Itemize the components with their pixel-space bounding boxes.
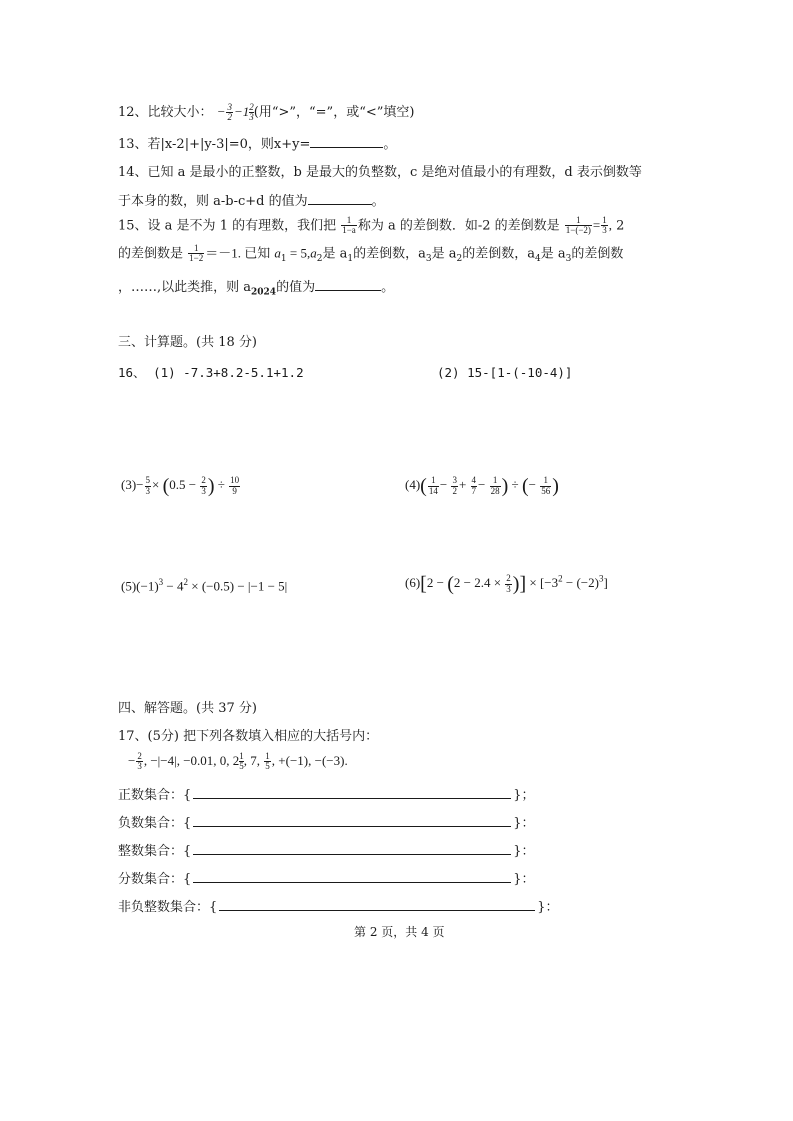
q12-expression: − $\frac{3}{2}$ −1 $\frac{2}{3}$ (216, 102, 254, 123)
q16-part5: $(5)(-1)^3 - 4^2 \times (-0.5) - |-1 - 5|$ (121, 577, 288, 594)
page-footer: 第 2 页，共 4 页 (354, 925, 445, 939)
q16-part2: (2) 15-[1-(-10-4)] (437, 365, 573, 380)
set-negative-blank[interactable] (193, 814, 511, 827)
q16-part4: (4)( $\frac{1}{14}$ − $\frac{3}{2}$ + $\frac{4}{7}$ − $\frac{1}{28}$ ) ÷ (− $\frac{1}{56}$ ) (405, 475, 559, 497)
set-integer: 整数集合：{ }： (118, 844, 535, 859)
q16-part3: (3)− $\frac{5}{3}$ × (0.5 − $\frac{2}{3}$ ) ÷ $\frac{10}{9}$ (121, 475, 240, 497)
section-4-title: 四、解答题。(共 37 分) (118, 701, 257, 716)
set-integer-blank[interactable] (193, 842, 511, 855)
question-12 (118, 103, 414, 123)
section-3-title: 三、计算题。(共 18 分) (118, 335, 257, 350)
q17-label: 17、(5分) 把下列各数填入相应的大括号内： (118, 729, 379, 744)
q13-answer-blank[interactable] (310, 136, 383, 148)
q12-label: 12、比较大小： (118, 104, 213, 120)
q16-part6: (6)[2 − (2 − 2.4 × $\frac{2}{3}$ )] × $[-3^2 - (-2)^3]$ (405, 573, 608, 595)
set-positive-blank[interactable] (193, 786, 511, 799)
set-positive: 正数集合：{ }； (118, 788, 535, 803)
set-nonnegative-integer-blank[interactable] (219, 898, 535, 911)
question-15-line2: 的差倒数是 $\frac{1}{1-2}$ ＝－1. 已知 $a_1 = 5,a_2$是 $a_1$的差倒数，$a_3$是 $a_2$的差倒数，$a_4$是 $a_3$的差倒数 (118, 243, 624, 265)
set-fraction: 分数集合：{ }： (118, 872, 535, 887)
q16-part1: 16、 (1) -7.3+8.2-5.1+1.2 (118, 365, 304, 380)
set-fraction-blank[interactable] (193, 870, 511, 883)
set-negative: 负数集合：{ }： (118, 816, 535, 831)
q15-def-fraction: $\frac{1}{1-a}$ (342, 215, 356, 236)
q13-label: 13、若|x-2|+|y-3|=0，则x+y= (118, 137, 311, 152)
question-14-line2: 于本身的数，则 a-b-c+d 的值为 。 (118, 194, 385, 209)
q12-tail: (用“>”，“=”，或“<”填空) (253, 104, 415, 120)
question-13: 13、若|x-2|+|y-3|=0，则x+y= 。 (118, 137, 397, 152)
question-15-line1: 15、设 a 是不为 1 的有理数，我们把 $\frac{1}{1-a}$ 称为 a 的差倒数．如-2 的差倒数是 $\frac{1}{1-(-2)}$ = $\frac{1}{3}$ , 2 (118, 215, 625, 236)
q15-answer-blank[interactable] (315, 279, 381, 291)
question-14-line1: 14、已知 a 是最小的正整数，b 是最大的负整数，c 是绝对值最小的有理数，d 表示倒数等 (118, 165, 642, 180)
question-15-line3: ，……,以此类推，则 $a_{2024}$的值为 。 (118, 280, 395, 298)
q17-numbers: − $\frac{2}{3}$ , −|−4|, −0.01, 0, 2 $\frac{1}{5}$ , 7, $\frac{1}{5}$ , +(−1), −(−3). (128, 751, 348, 772)
q15-example-fraction: $\frac{1}{1-(-2)}$ (565, 215, 591, 236)
set-nonnegative-integer: 非负整数集合：{ }： (118, 900, 559, 915)
q14-answer-blank[interactable] (308, 193, 372, 205)
